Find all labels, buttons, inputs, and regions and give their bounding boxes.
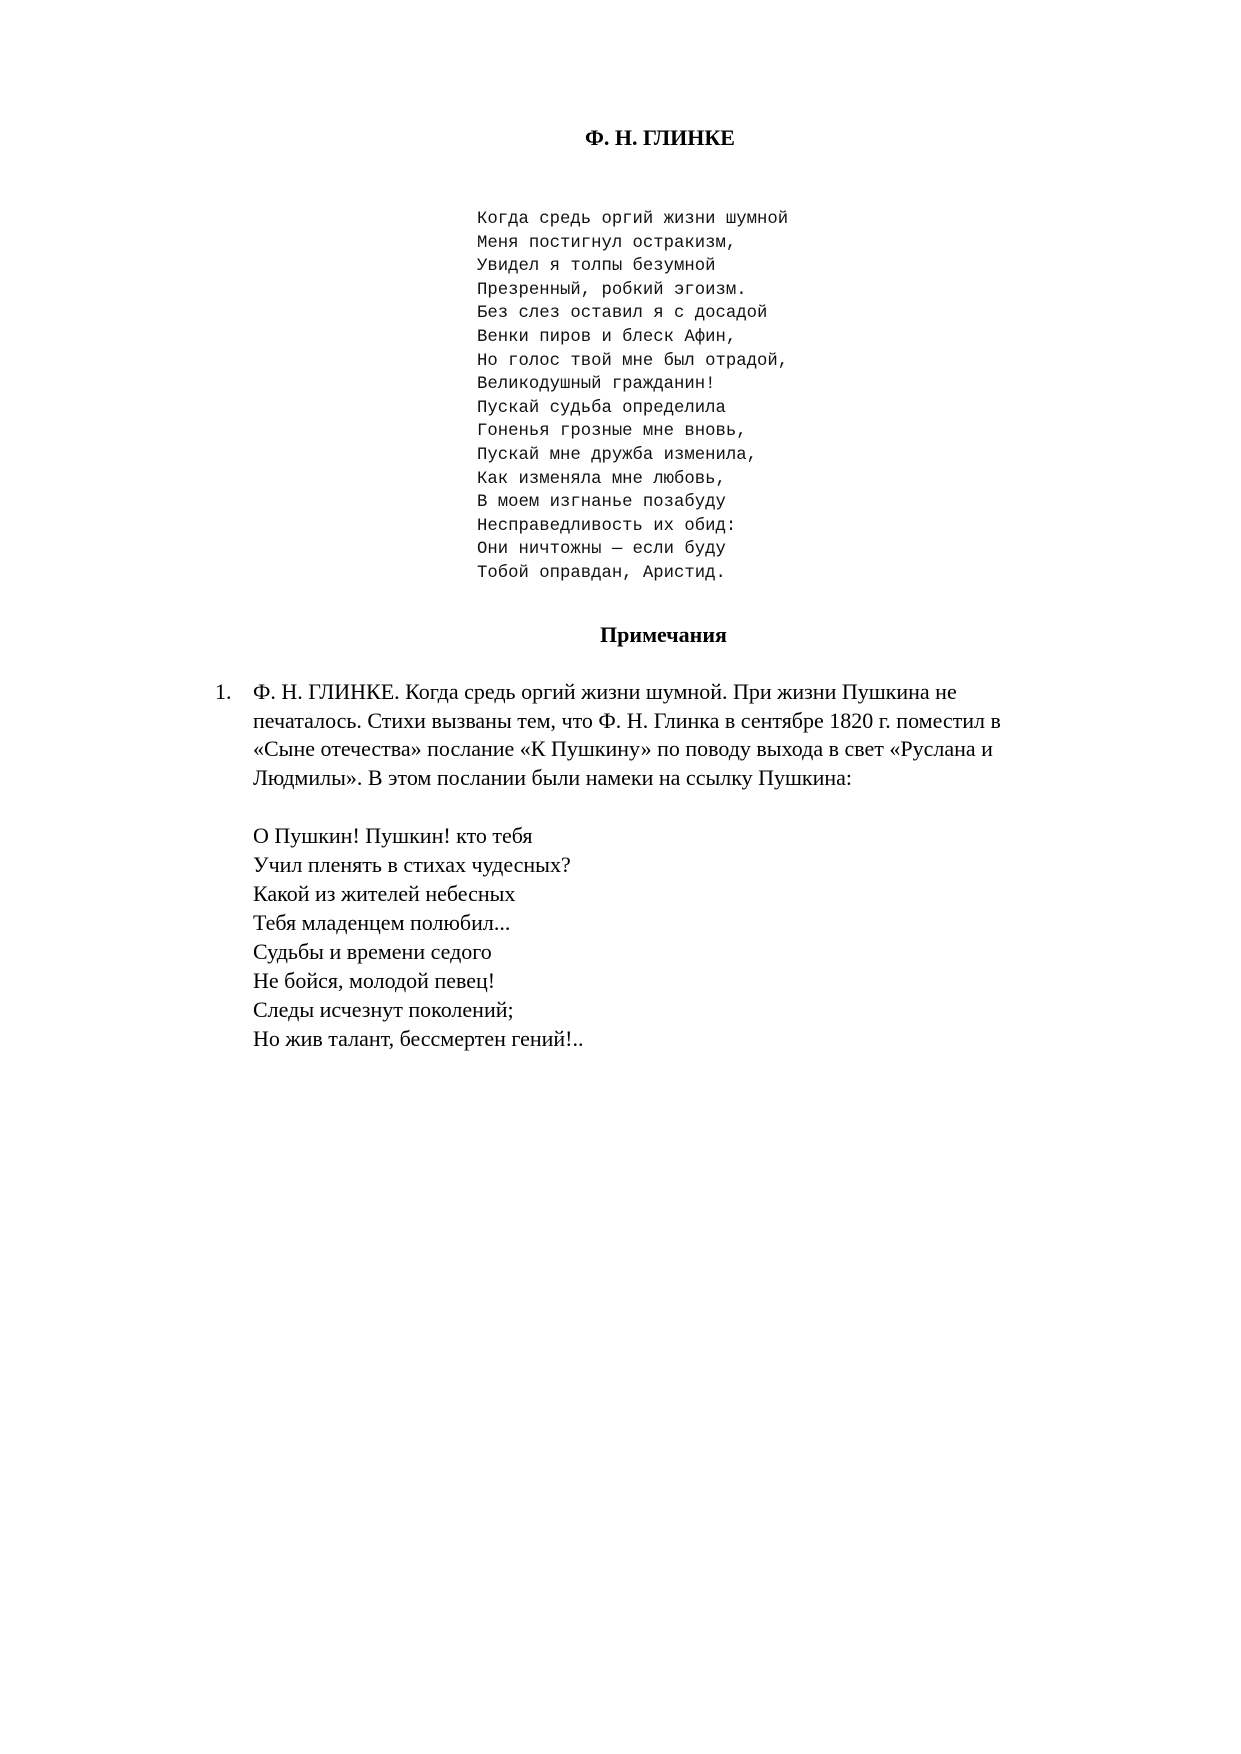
note-text-line: Людмилы». В этом послании были намеки на ссылку Пушкина: (253, 764, 853, 790)
poem-line: Без слез оставил я с досадой (477, 304, 768, 324)
poem-line: Пускай судьба определила (477, 398, 726, 418)
poem-line: Великодушный гражданин! (477, 375, 716, 395)
note-number: 1. (215, 679, 232, 704)
quote-line: Какой из жителей небесных (253, 881, 516, 906)
note-text (253, 678, 1133, 792)
quote-line: Не бойся, молодой певец! (253, 968, 496, 993)
poem-line: Презренный, робкий эгоизм. (477, 280, 747, 300)
quote-line: Но жив талант, бессмертен гений!.. (253, 1026, 584, 1051)
poem-line: Увидел я толпы безумной (477, 257, 716, 277)
notes-heading: Примечания (600, 622, 727, 647)
note-text-line: Ф. Н. ГЛИНКЕ. Когда средь оргий жизни шумной. При жизни Пушкина не (253, 679, 957, 704)
quote-line: Тебя младенцем полюбил... (253, 910, 511, 935)
poem-line: В моем изгнанье позабуду (477, 493, 726, 513)
quote-line: Судьбы и времени седого (253, 939, 492, 964)
poem-line: Гоненья грозные мне вновь, (477, 422, 747, 442)
poem-title: Ф. Н. ГЛИНКЕ (585, 125, 735, 150)
poem-body (477, 208, 788, 586)
note-text-line: печаталось. Стихи вызваны тем, что Ф. Н. Глинка в сентябре 1820 г. поместил в (253, 707, 1001, 733)
poem-line: Несправедливость их обид: (477, 516, 737, 536)
poem-line: Как изменяла мне любовь, (477, 469, 726, 489)
quote-line: Учил пленять в стихах чудесных? (253, 852, 571, 877)
poem-line: Но голос твой мне был отрадой, (477, 351, 789, 371)
poem-line: Когда средь оргий жизни шумной (477, 210, 789, 229)
poem-line: Пускай мне дружба изменила, (477, 445, 758, 465)
poem-line: Венки пиров и блеск Афин, (477, 327, 737, 347)
poem-line: Тобой оправдан, Аристид. (477, 563, 726, 583)
poem-line: Меня постигнул остракизм, (477, 233, 737, 253)
note-text-line: «Сыне отечества» послание «К Пушкину» по поводу выхода в свет «Руслана и (253, 736, 993, 761)
quoted-verse (253, 821, 584, 1053)
poem-line: Они ничтожны — если буду (477, 540, 726, 560)
quote-line: О Пушкин! Пушкин! кто тебя (253, 823, 533, 848)
quote-line: Следы исчезнут поколений; (253, 997, 514, 1022)
